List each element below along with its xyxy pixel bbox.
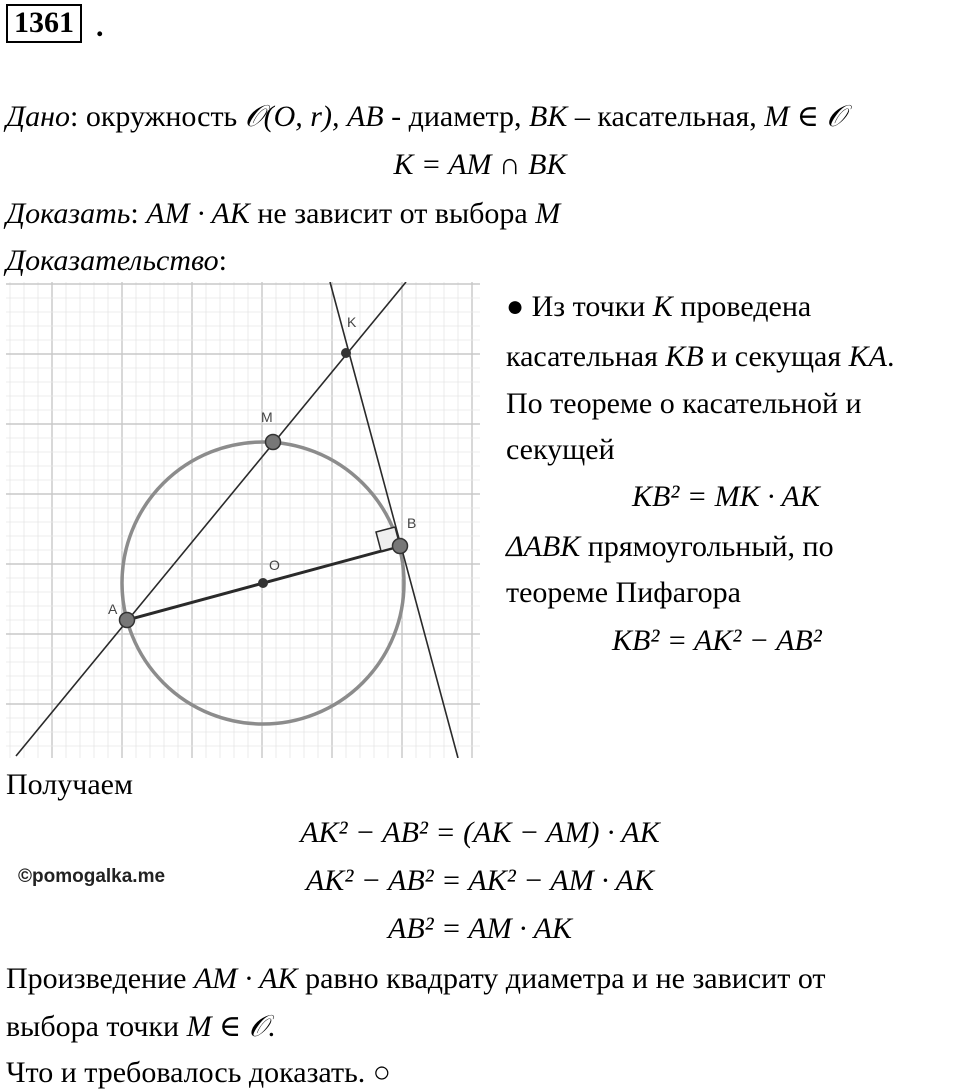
qed-line: Что и требовалось доказать. ○ bbox=[6, 1056, 391, 1089]
given-math-3: M ∈ 𝒪 bbox=[764, 100, 846, 133]
right-text-5b: прямоугольный, по bbox=[580, 530, 834, 563]
right-math-ka: KA bbox=[848, 340, 888, 373]
conclusion-text-2a: выбора точки bbox=[6, 1010, 187, 1043]
label-a: A bbox=[108, 601, 118, 617]
right-line-3: По теореме о касательной и bbox=[506, 387, 862, 420]
right-text-2c: . bbox=[887, 340, 895, 373]
formula-tangent-secant: KB² = MK · AK bbox=[632, 480, 820, 513]
point-a bbox=[120, 613, 135, 628]
right-math-kb: KB bbox=[665, 340, 704, 373]
problem-number: 1361 bbox=[6, 4, 82, 43]
point-o bbox=[258, 578, 268, 588]
right-line-1 bbox=[506, 292, 811, 322]
prove-text-2: не зависит от выбора bbox=[249, 197, 536, 230]
given-intersection: K = AM ∩ BK bbox=[393, 148, 567, 181]
conclusion-line-2 bbox=[6, 1012, 275, 1042]
right-line-5 bbox=[506, 532, 834, 562]
conclusion-math-2: M ∈ 𝒪 bbox=[186, 1010, 268, 1043]
geometry-figure bbox=[6, 282, 480, 758]
prove-math-2: M bbox=[535, 197, 561, 230]
given-math-1: 𝒪(O, r), AB bbox=[244, 100, 384, 133]
given-label: Дано bbox=[6, 100, 70, 133]
label-o: O bbox=[269, 557, 280, 573]
right-text-2b: и секущая bbox=[703, 340, 849, 373]
point-b bbox=[393, 539, 408, 554]
right-line-6: теореме Пифагора bbox=[506, 576, 741, 609]
prove-text-1: : bbox=[130, 197, 147, 230]
label-m: M bbox=[261, 409, 273, 425]
label-b: B bbox=[407, 515, 417, 531]
right-math-triangle: ΔABK bbox=[506, 530, 581, 563]
given-text-3: – касательная, bbox=[567, 100, 765, 133]
conclusion-text-1b: равно квадрату диаметра и не зависит от bbox=[297, 962, 826, 995]
right-text-1a: ● Из точки bbox=[506, 290, 653, 323]
given-math-2: BK bbox=[529, 100, 568, 133]
prove-line bbox=[6, 199, 560, 229]
right-line-4: секущей bbox=[506, 433, 615, 466]
right-math-k: K bbox=[652, 290, 673, 323]
conclusion-text-2b: . bbox=[267, 1010, 276, 1043]
right-line-2 bbox=[506, 342, 895, 372]
problem-number-dot: . bbox=[96, 10, 104, 43]
given-line bbox=[6, 102, 845, 132]
prove-label: Доказать bbox=[6, 197, 131, 230]
label-k: K bbox=[347, 314, 357, 330]
proof-colon: : bbox=[218, 244, 227, 277]
proof-label: Доказательство bbox=[6, 244, 219, 277]
obtain-label: Получаем bbox=[6, 768, 133, 801]
point-k bbox=[341, 348, 351, 358]
formula-step-1: AK² − AB² = (AK − AM) · AK bbox=[300, 816, 660, 849]
conclusion-math-1: AM · AK bbox=[193, 962, 298, 995]
formula-step-2: AK² − AB² = AK² − AM · AK bbox=[305, 864, 655, 897]
conclusion-line-1 bbox=[6, 964, 826, 994]
right-text-2a: касательная bbox=[506, 340, 666, 373]
right-text-1b: проведена bbox=[672, 290, 812, 323]
proof-heading bbox=[6, 246, 227, 276]
formula-pythagoras: KB² = AK² − AB² bbox=[612, 624, 822, 657]
formula-step-3: AB² = AM · AK bbox=[388, 912, 572, 945]
given-text-2: - диаметр, bbox=[383, 100, 530, 133]
given-text-1: : окружность bbox=[69, 100, 245, 133]
conclusion-text-1a: Произведение bbox=[6, 962, 194, 995]
watermark: ©pomogalka.me bbox=[18, 866, 166, 887]
point-m bbox=[266, 435, 281, 450]
prove-math-1: AM · AK bbox=[146, 197, 250, 230]
